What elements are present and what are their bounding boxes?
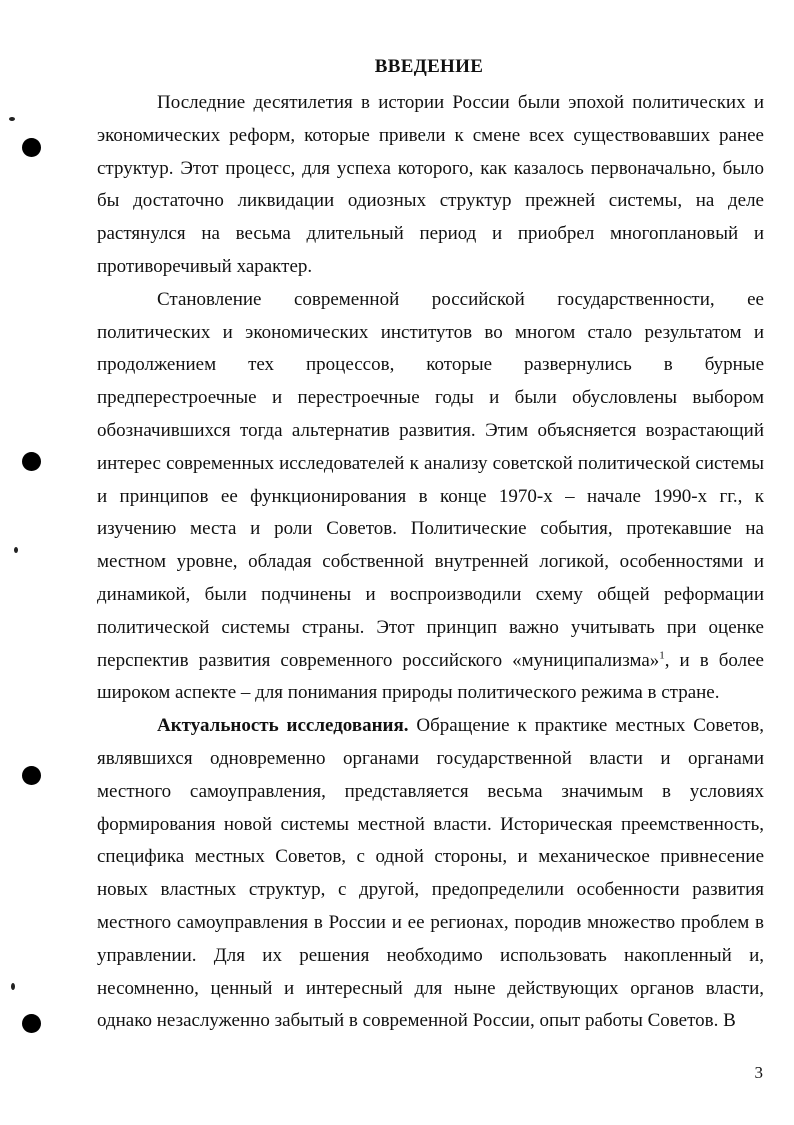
punch-hole-mark [22, 138, 41, 157]
paragraph-text: Становление современной российской государственности, ее политических и экономических институтов во многом стало результатом и продолжением тех процессов, которые развернулись в бурные предперестроечные и перестроечные годы и были обусловлены выбором обозначившихся тогда альтернатив развития. Этим объясняется возрастающий интерес современных исследователей к анализу советской политической системы и принципов ее функционирования в конце 1970-х – начале 1990-х гг., к изучению места и роли Советов. Политические события, протекавшие на местном уровне, обладая собственной внутренней логикой, особенностями и динамикой, были подчинены и воспроизводили схему общей реформации политической системы страны. Этот принцип важно учитывать при оценке перспектив развития современного российского «муниципализма» [97, 288, 764, 671]
paragraph: Последние десятилетия в истории России были эпохой политических и экономических реформ, которые привели к смене всех существовавших ранее структур. Этот процесс, для успеха которого, как казалось первоначально, было бы достаточно ликвидации одиозных структур прежней системы, на деле растянулся на весьма длительный период и приобрел многоплановый и противоречивый характер. [97, 92, 764, 277]
scan-speck [9, 117, 15, 121]
footnote-marker: 1 [659, 649, 665, 662]
section-heading: ВВЕДЕНИЕ [374, 56, 484, 77]
paragraph-text: , и в более широком аспекте – для понимания природы политического режима в стране. [97, 649, 764, 704]
paragraph-lead: Актуальность исследования. [157, 715, 409, 737]
punch-hole-mark [22, 1014, 41, 1033]
body-text [97, 87, 764, 1038]
paragraph [97, 710, 764, 1038]
scan-speck [14, 547, 18, 553]
paragraph [97, 284, 764, 710]
paragraph-text: Обращение к практике местных Советов, являвшихся одновременно органами государственной власти и органами местного самоуправления, представляется весьма значимым в условиях формирования новой системы местной власти. Историческая преемственность, специфика местных Советов, с одной стороны, и механическое привнесение новых властных структур, с другой, предопределили особенности развития местного самоуправления в России и ее регионах, породив множество проблем в управлении. Для их решения необходимо использовать накопленный и, несомненно, ценный и интересный для ныне действующих органов власти, однако незаслуженно забытый в современной России, опыт работы Советов. В [97, 715, 764, 1032]
punch-hole-mark [22, 766, 41, 785]
page-number: 3 [754, 1063, 763, 1082]
punch-hole-mark [22, 452, 41, 471]
scan-speck [11, 983, 15, 990]
